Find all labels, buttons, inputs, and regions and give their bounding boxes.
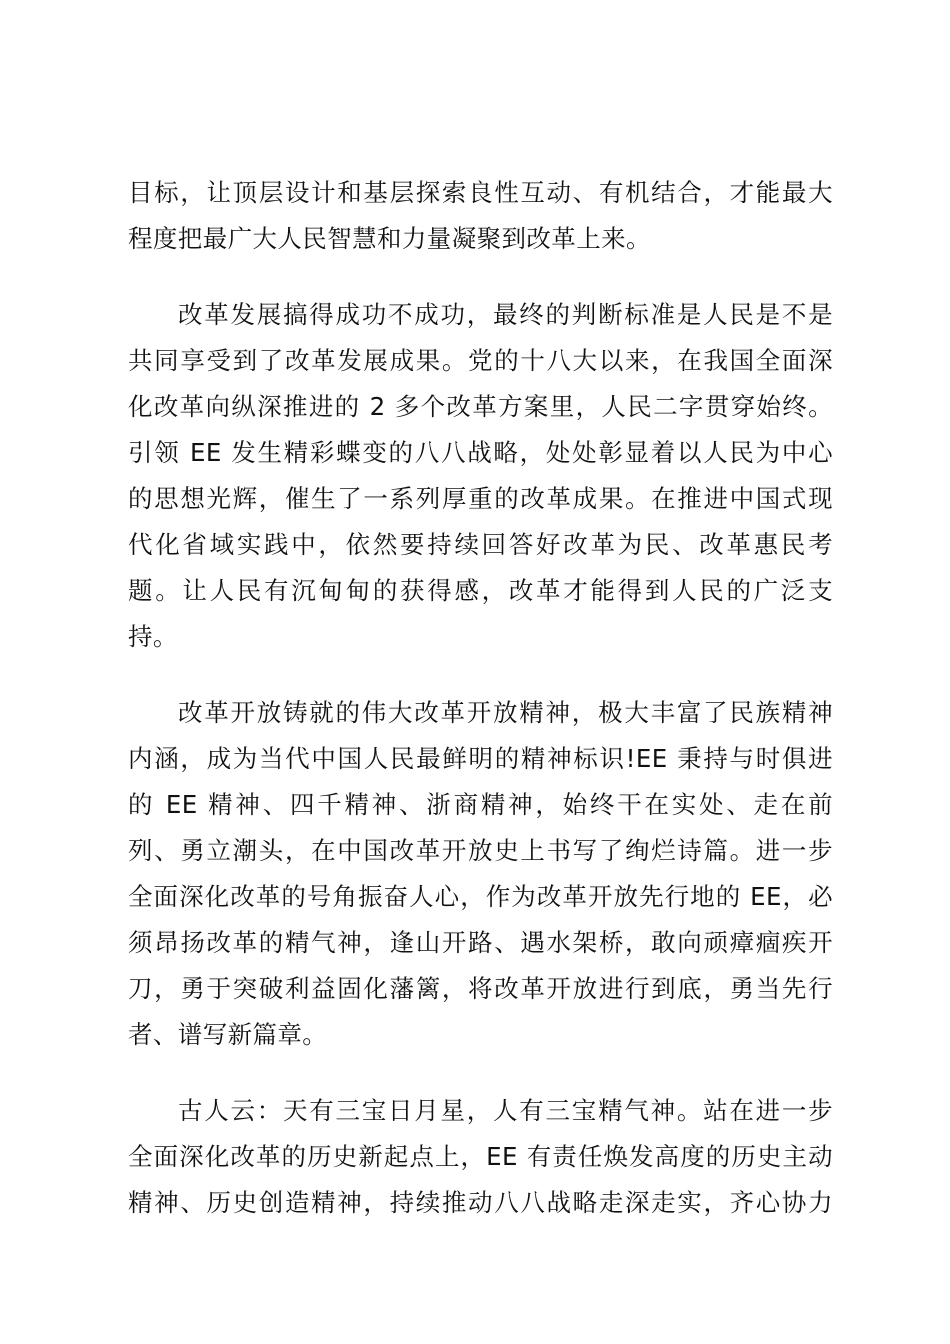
text-line: 改革发展搞得成功不成功，最终的判断标准是人民是不是: [178, 300, 833, 329]
text-line: 程度把最广大人民智慧和力量凝聚到改革上来。: [128, 224, 651, 253]
text-line: 须昂扬改革的精气神，逢山开路、遇水架桥，敢向顽瘴痼疾开: [128, 928, 833, 957]
document-page: [128, 170, 833, 1226]
text-line: 目标，让顶层设计和基层探索良性互动、有机结合，才能最大: [128, 178, 833, 207]
text-line: 题。让人民有沉甸甸的获得感，改革才能得到人民的广泛支: [128, 576, 833, 605]
text-line: 精神、历史创造精神，持续推动八八战略走深走实，齐心协力: [128, 1188, 833, 1217]
text-line: 者、谱写新篇章。: [128, 1020, 328, 1049]
text-line: 全面深化改革的历史新起点上，EE 有责任焕发高度的历史主动: [128, 1142, 833, 1171]
text-line: 内涵，成为当代中国人民最鲜明的精神标识!EE 秉持与时俱进: [128, 744, 833, 773]
text-line: 化改革向纵深推进的 2 多个改革方案里，人民二字贯穿始终。: [128, 392, 833, 421]
text-line: 共同享受到了改革发展成果。党的十八大以来，在我国全面深: [128, 346, 833, 375]
paragraph-1: [128, 170, 833, 262]
text-line: 古人云：天有三宝日月星，人有三宝精气神。站在进一步: [178, 1096, 833, 1125]
paragraph-2: [128, 292, 833, 660]
paragraph-4: [128, 1088, 833, 1226]
text-line: 持。: [128, 622, 178, 651]
text-line: 列、勇立潮头，在中国改革开放史上书写了绚烂诗篇。进一步: [128, 836, 833, 865]
text-line: 代化省域实践中，依然要持续回答好改革为民、改革惠民考: [128, 530, 833, 559]
text-line: 刀，勇于突破利益固化藩篱，将改革开放进行到底，勇当先行: [128, 974, 833, 1003]
text-line: 引领 EE 发生精彩蝶变的八八战略，处处彰显着以人民为中心: [128, 438, 833, 467]
paragraph-3: [128, 690, 833, 1058]
text-line: 改革开放铸就的伟大改革开放精神，极大丰富了民族精神: [178, 698, 833, 727]
text-line: 的 EE 精神、四千精神、浙商精神，始终干在实处、走在前: [128, 790, 833, 819]
text-line: 的思想光辉，催生了一系列厚重的改革成果。在推进中国式现: [128, 484, 833, 513]
text-line: 全面深化改革的号角振奋人心，作为改革开放先行地的 EE，必: [128, 882, 833, 911]
